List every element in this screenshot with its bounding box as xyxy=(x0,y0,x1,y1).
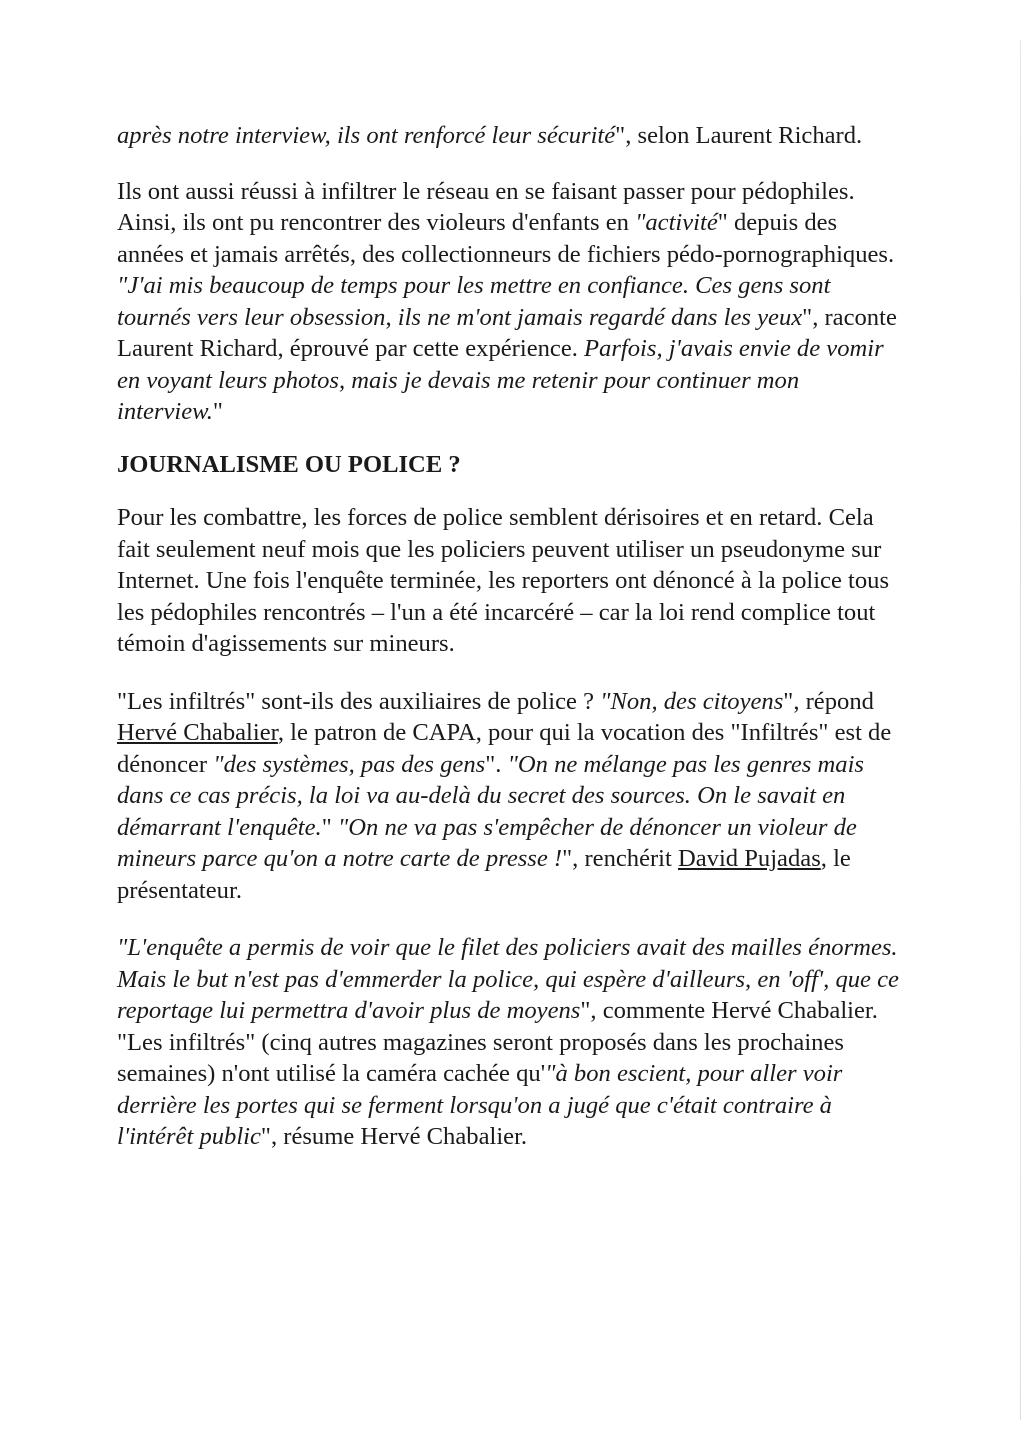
quote-text: Parfois, j'avais envie de vomir en voyant leurs photos, mais je devais me retenir pour continuer mon interview. xyxy=(117,335,884,425)
body-text: "Les infiltrés" sont-ils des auxiliaires de police ? xyxy=(117,687,601,715)
quote-text: "J'ai mis beaucoup de temps pour les mettre en confiance. Ces gens sont tournés vers leur obsession, ils ne m'ont jamais regardé dans les yeux xyxy=(117,272,831,331)
paragraph-2 xyxy=(117,176,902,428)
quote-text: après notre interview, ils ont renforcé leur sécurité xyxy=(117,122,616,149)
body-text: ", selon Laurent Richard. xyxy=(615,122,863,149)
body-text: , le présentateur. xyxy=(117,845,851,904)
body-text: ", raconte Laurent Richard, éprouvé par cette expérience. xyxy=(117,303,897,362)
quote-text: "On ne mélange pas les genres mais dans ce cas précis, la loi va au-delà du secret des sources. On le savait en démarrant l'enquête. xyxy=(117,750,864,841)
section-heading: JOURNALISME OU POLICE ? xyxy=(117,450,461,478)
body-text: " xyxy=(212,398,223,425)
body-text: ", renchérit xyxy=(562,845,678,872)
body-text: " depuis des années et jamais arrêtés, des collectionneurs de fichiers pédo-pornographiques. xyxy=(117,209,895,268)
body-text: , le patron de CAPA, pour qui la vocation des "Infiltrés" est de dénoncer xyxy=(117,719,892,778)
body-text: " xyxy=(321,813,338,841)
paragraph-1 xyxy=(117,120,902,152)
body-text: Ils ont aussi réussi à infiltrer le réseau en se faisant passer pour pédophiles. Ainsi, ils ont pu rencontrer des violeurs d'enfants en xyxy=(117,177,855,236)
quote-text: "à bon escient, pour aller voir derrière les portes qui se ferment lorsqu'on a jugé que c'était contraire à l'intérêt public xyxy=(117,1060,843,1150)
body-text: ", répond xyxy=(783,687,874,715)
body-text: ", résume Hervé Chabalier. xyxy=(260,1123,528,1150)
quote-text: "L'enquête a permis de voir que le filet des policiers avait des mailles énormes. Mais le but n'est pas d'emmerder la police, qui espère d'ailleurs, en 'off', que ce reportage lui permettra d'avoir plus de moyens xyxy=(117,934,899,1024)
paragraph-3 xyxy=(117,502,902,660)
paragraph-5 xyxy=(117,932,902,1153)
body-text: Pour les combattre, les forces de police semblent dérisoires et en retard. Cela fait seulement neuf mois que les policiers peuvent utiliser un pseudonyme sur Internet. Une fois l'enquête terminée, les reporters ont dénoncé à la police tous les pédophiles rencontrés – l'un a été incarcéré – car la loi rend complice tout témoin d'agissements sur mineurs. xyxy=(117,504,890,657)
scan-edge-line xyxy=(1020,40,1021,1420)
quote-text: "activité xyxy=(635,209,718,236)
quote-text: "On ne va pas s'empêcher de dénoncer un violeur de mineurs parce qu'on a notre carte de presse ! xyxy=(117,813,857,872)
article-body xyxy=(117,120,902,1153)
quote-text: "des systèmes, pas des gens xyxy=(213,750,486,778)
body-text: ". xyxy=(485,750,508,778)
quote-text: "Non, des citoyens xyxy=(600,687,784,715)
body-text: ", commente Hervé Chabalier. "Les infiltrés" (cinq autres magazines seront proposés dans les prochaines semaines) n'ont utilisé la caméra cachée qu' xyxy=(117,997,878,1087)
david-pujadas-link[interactable]: David Pujadas xyxy=(678,845,821,872)
herve-chabalier-link[interactable]: Hervé Chabalier xyxy=(117,719,278,746)
paragraph-4 xyxy=(117,686,902,907)
